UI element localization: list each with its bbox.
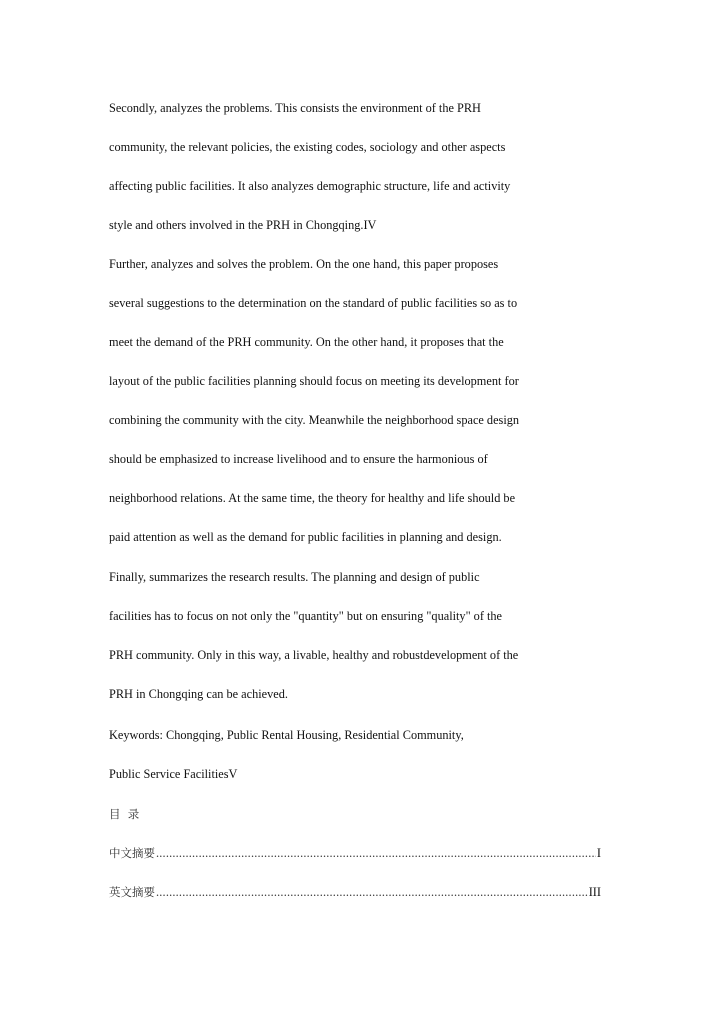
text-line: meet the demand of the PRH community. On the other hand, it proposes that the	[109, 335, 504, 349]
toc-entry-label: 英文摘要	[109, 885, 155, 899]
toc-entry[interactable]	[109, 884, 601, 900]
text-line: PRH community. Only in this way, a livable, healthy and robustdevelopment of the	[109, 648, 519, 662]
text-line: paid attention as well as the demand for public facilities in planning and design.	[109, 530, 502, 544]
toc-entry-page: I	[596, 846, 601, 860]
toc-entry-page: III	[588, 885, 601, 899]
keywords-line: Keywords: Chongqing, Public Rental Housing, Residential Community,	[109, 728, 464, 742]
toc-entry[interactable]	[109, 845, 601, 861]
toc-leader-dots	[156, 884, 588, 900]
text-line: layout of the public facilities planning should focus on meeting its development for	[109, 374, 519, 388]
text-line: neighborhood relations. At the same time, the theory for healthy and life should be	[109, 491, 516, 505]
text-line: should be emphasized to increase livelihood and to ensure the harmonious of	[109, 452, 488, 466]
toc-title: 目 录	[109, 807, 140, 821]
text-line: Finally, summarizes the research results. The planning and design of public	[109, 570, 480, 584]
text-line: Secondly, analyzes the problems. This consists the environment of the PRH	[109, 101, 481, 115]
text-line: community, the relevant policies, the existing codes, sociology and other aspects	[109, 140, 506, 154]
text-line: style and others involved in the PRH in Chongqing.IV	[109, 218, 377, 232]
toc-leader-dots	[156, 845, 596, 861]
text-line: PRH in Chongqing can be achieved.	[109, 687, 288, 701]
text-line: several suggestions to the determination on the standard of public facilities so as to	[109, 296, 518, 310]
text-line: facilities has to focus on not only the "quantity" but on ensuring "quality" of the	[109, 609, 503, 623]
toc-entry-label: 中文摘要	[109, 846, 155, 860]
keywords-line: Public Service FacilitiesV	[109, 767, 238, 781]
text-line: Further, analyzes and solves the problem. On the one hand, this paper proposes	[109, 257, 499, 271]
text-line: affecting public facilities. It also analyzes demographic structure, life and activity	[109, 179, 511, 193]
text-line: combining the community with the city. Meanwhile the neighborhood space design	[109, 413, 520, 427]
